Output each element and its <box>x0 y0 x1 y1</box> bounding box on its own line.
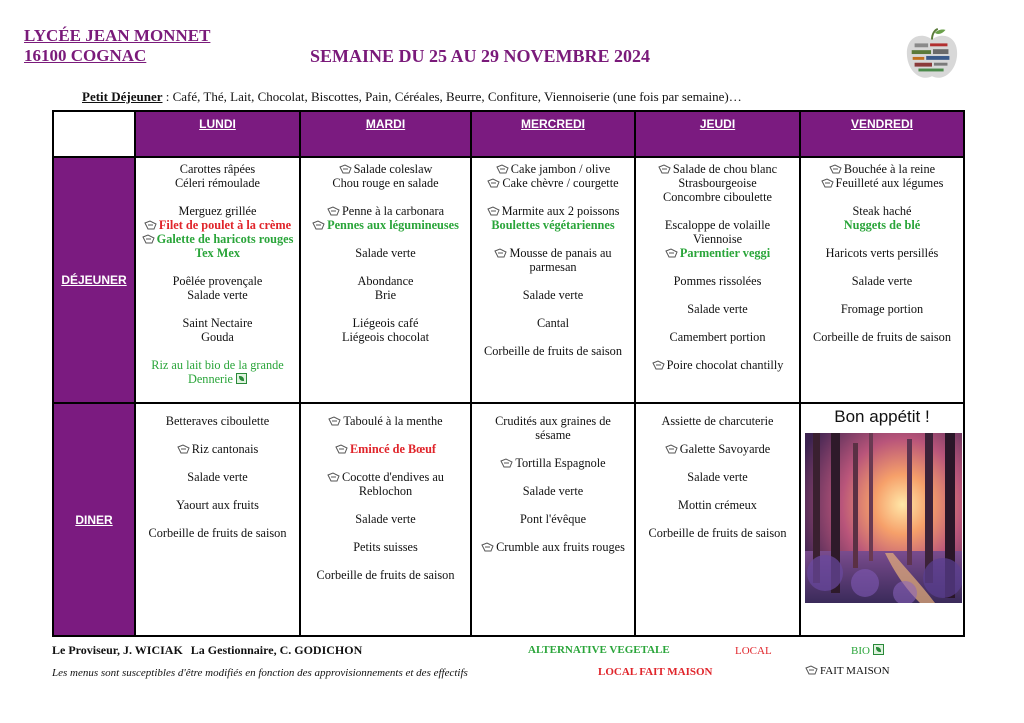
menu-item <box>640 470 795 484</box>
menu-spacer <box>805 288 959 302</box>
fait-maison-icon <box>328 416 341 426</box>
dinner-cell-lundi <box>135 403 300 636</box>
menu-item-text: Riz au lait bio de la grande Dennerie <box>151 358 284 386</box>
menu-spacer <box>305 232 466 246</box>
menu-spacer <box>476 302 630 316</box>
menu-item-text: Carottes râpées <box>179 162 256 176</box>
menu-spacer <box>476 330 630 344</box>
menu-item-text: Cake jambon / olive <box>510 162 611 176</box>
school-header <box>24 26 210 66</box>
menu-spacer <box>140 456 295 470</box>
menu-spacer <box>140 344 295 358</box>
fait-maison-icon <box>339 164 352 174</box>
menu-item-text: Salade verte <box>687 302 748 316</box>
menu-spacer <box>140 302 295 316</box>
menu-item-text: Salade verte <box>687 470 748 484</box>
menu-item-text: Salade verte <box>187 288 248 302</box>
bio-leaf-icon <box>873 644 884 655</box>
menu-item-text: Corbeille de fruits de saison <box>648 526 787 540</box>
menu-item <box>640 330 795 344</box>
menu-spacer <box>805 232 959 246</box>
menu-item <box>140 274 295 288</box>
fait-maison-icon <box>312 220 325 230</box>
legend-alternative-vegetale: ALTERNATIVE VEGETALE <box>528 644 670 656</box>
fait-maison-icon <box>652 360 665 370</box>
menu-spacer <box>476 526 630 540</box>
dinner-cell-mardi <box>300 403 471 636</box>
menu-item <box>305 162 466 176</box>
menu-item-text: Mottin crémeux <box>678 498 757 512</box>
legend-local: LOCAL <box>735 645 772 657</box>
menu-item <box>476 218 630 232</box>
legend-fait-maison <box>805 665 890 677</box>
bon-appetit-text: Bon appétit ! <box>834 407 930 426</box>
menu-spacer <box>305 428 466 442</box>
menu-spacer <box>640 456 795 470</box>
menu-item <box>476 204 630 218</box>
menu-item-text: Bouchée à la reine <box>843 162 936 176</box>
menu-item-text: Feuilleté aux légumes <box>835 176 944 190</box>
menu-item <box>805 330 959 344</box>
menu-item <box>305 442 466 456</box>
fait-maison-icon <box>335 444 348 454</box>
menu-item-text: Crudités aux graines de sésame <box>495 414 611 442</box>
menu-item-text: Céleri rémoulade <box>174 176 260 190</box>
menu-spacer <box>640 484 795 498</box>
fait-maison-icon <box>144 220 157 230</box>
menu-item <box>305 218 466 232</box>
fait-maison-icon <box>658 164 671 174</box>
menu-item <box>476 344 630 358</box>
legend-fait-maison-label: FAIT MAISON <box>820 665 890 677</box>
menu-spacer <box>140 484 295 498</box>
menu-spacer <box>640 428 795 442</box>
menu-item <box>476 288 630 302</box>
menu-item-text: Camembert portion <box>669 330 766 344</box>
menu-spacer <box>476 274 630 288</box>
menu-item-text: Concombre ciboulette <box>663 190 772 204</box>
meal-header-diner: DINER <box>53 403 135 636</box>
menu-spacer <box>640 316 795 330</box>
fait-maison-icon <box>177 444 190 454</box>
lunch-cell-mercredi <box>471 157 635 403</box>
menu-item <box>805 176 959 190</box>
menu-spacer <box>140 260 295 274</box>
fait-maison-icon <box>327 206 340 216</box>
menu-item-text: Salade de chou blanc <box>672 162 778 176</box>
menu-item-text: Pennes aux légumineuses <box>327 218 459 232</box>
menu-spacer <box>805 190 959 204</box>
menu-item-text: Corbeille de fruits de saison <box>148 526 287 540</box>
fait-maison-icon <box>327 472 340 482</box>
day-header-mardi: MARDI <box>300 111 471 157</box>
menu-spacer <box>140 190 295 204</box>
weekly-menu-table <box>52 110 965 637</box>
menu-spacer <box>305 190 466 204</box>
menu-item-text: Emincé de Bœuf <box>349 442 437 456</box>
bio-leaf-icon <box>236 373 247 384</box>
dinner-cell-mercredi <box>471 403 635 636</box>
menu-spacer <box>305 526 466 540</box>
menu-item <box>140 232 295 260</box>
menu-item-text: Mousse de panais au parmesan <box>509 246 612 274</box>
menu-item-text: Salade verte <box>355 512 416 526</box>
fait-maison-icon <box>829 164 842 174</box>
menu-item <box>305 414 466 428</box>
fait-maison-icon <box>487 178 500 188</box>
legend-bio <box>851 644 884 657</box>
fait-maison-icon <box>821 178 834 188</box>
legend-bio-label: BIO <box>851 645 870 657</box>
fait-maison-icon <box>500 458 513 468</box>
menu-item <box>640 246 795 260</box>
day-header-mercredi: MERCREDI <box>471 111 635 157</box>
menu-item-text: Brie <box>374 288 397 302</box>
menu-item <box>140 358 295 386</box>
menu-item <box>476 414 630 442</box>
menu-item-text: Taboulé à la menthe <box>343 414 443 428</box>
menu-item <box>476 176 630 190</box>
menu-item <box>140 498 295 512</box>
menu-item <box>305 274 466 288</box>
menu-item-text: Corbeille de fruits de saison <box>484 344 622 358</box>
menu-item <box>140 414 295 428</box>
dinner-cell-jeudi <box>635 403 800 636</box>
menu-item <box>476 162 630 176</box>
menu-item <box>640 442 795 456</box>
day-header-vendredi: VENDREDI <box>800 111 964 157</box>
menu-item <box>640 176 795 190</box>
menu-item-text: Cocotte d'endives au Reblochon <box>342 470 444 498</box>
menu-item-text: Strasbourgeoise <box>678 176 757 190</box>
menu-item-text: Pommes rissolées <box>673 274 762 288</box>
word-cloud-apple-logo <box>903 26 961 84</box>
menu-spacer <box>805 316 959 330</box>
menu-item-text: Yaourt aux fruits <box>176 498 259 512</box>
menu-item-text: Salade verte <box>187 470 248 484</box>
menu-item-text: Galette Savoyarde <box>679 442 771 456</box>
menu-item <box>305 288 466 302</box>
menu-spacer <box>476 470 630 484</box>
menu-item-text: Salade coleslaw <box>353 162 433 176</box>
menu-item-text: Chou rouge en salade <box>332 176 439 190</box>
menu-item <box>640 526 795 540</box>
menu-item <box>640 190 795 204</box>
menu-spacer <box>476 498 630 512</box>
school-city: 16100 COGNAC <box>24 46 147 65</box>
corner-cell <box>53 111 135 157</box>
menu-item <box>640 414 795 428</box>
menu-item-text: Liégeois chocolat <box>341 330 430 344</box>
menu-item-text: Galette de haricots rouges Tex Mex <box>156 232 294 260</box>
menu-item-text: Gouda <box>201 330 234 344</box>
menu-item <box>140 330 295 344</box>
menu-item-text: Saint Nectaire <box>182 316 253 330</box>
menu-item-text: Tortilla Espagnole <box>515 456 606 470</box>
breakfast-label: Petit Déjeuner <box>82 89 163 104</box>
menu-item <box>305 316 466 330</box>
footer-signatures <box>52 643 370 658</box>
menu-item-text: Poêlée provençale <box>172 274 263 288</box>
menu-spacer <box>305 554 466 568</box>
menu-item <box>305 176 466 190</box>
lunch-cell-vendredi <box>800 157 964 403</box>
fait-maison-icon <box>481 542 494 552</box>
menu-spacer <box>140 512 295 526</box>
day-header-lundi: LUNDI <box>135 111 300 157</box>
menu-item-text: Steak haché <box>852 204 912 218</box>
menu-item <box>805 218 959 232</box>
menu-item <box>640 162 795 176</box>
menu-item-text: Cake chèvre / courgette <box>502 176 619 190</box>
menu-item-text: Corbeille de fruits de saison <box>316 568 455 582</box>
chef-hat-icon <box>805 665 818 675</box>
menu-item <box>805 246 959 260</box>
legend-local-fait-maison: LOCAL FAIT MAISON <box>598 666 713 678</box>
menu-spacer <box>640 260 795 274</box>
dinner-cell-vendredi <box>800 403 964 636</box>
menu-item-text: Crumble aux fruits rouges <box>496 540 625 554</box>
fait-maison-icon <box>665 444 678 454</box>
lunch-cell-lundi <box>135 157 300 403</box>
fait-maison-icon <box>142 234 155 244</box>
menu-item-text: Escaloppe de volaille Viennoise <box>664 218 771 246</box>
menu-item-text: Cantal <box>536 316 570 330</box>
lunch-cell-jeudi <box>635 157 800 403</box>
breakfast-items: : Café, Thé, Lait, Chocolat, Biscottes, Pain, Céréales, Beurre, Confiture, Viennoiserie (une fois par semaine)… <box>162 89 742 104</box>
menu-item-text: Pont l'évêque <box>519 512 587 526</box>
forest-illustration <box>805 433 962 603</box>
menu-item <box>140 204 295 218</box>
menu-item <box>476 316 630 330</box>
menu-item <box>640 498 795 512</box>
menu-item-text: Riz cantonais <box>191 442 259 456</box>
menu-item <box>305 246 466 260</box>
menu-item-text: Corbeille de fruits de saison <box>813 330 951 344</box>
menu-item <box>640 358 795 372</box>
menu-item-text: Fromage portion <box>840 302 924 316</box>
menu-item-text: Petits suisses <box>353 540 418 554</box>
menu-item-text: Boulettes végétariennes <box>491 218 615 232</box>
menu-item-text: Haricots verts persillés <box>825 246 939 260</box>
menu-item <box>305 512 466 526</box>
fait-maison-icon <box>487 206 500 216</box>
menu-spacer <box>476 190 630 204</box>
menu-item-text: Betteraves ciboulette <box>165 414 270 428</box>
menu-item <box>140 316 295 330</box>
menu-item-text: Abondance <box>357 274 414 288</box>
menu-item <box>476 246 630 274</box>
menu-item <box>476 484 630 498</box>
fait-maison-icon <box>496 164 509 174</box>
menu-item <box>305 470 466 498</box>
menu-spacer <box>640 512 795 526</box>
menu-item-text: Liégeois café <box>352 316 419 330</box>
menu-spacer <box>305 456 466 470</box>
menu-item-text: Penne à la carbonara <box>341 204 445 218</box>
menu-item <box>805 274 959 288</box>
footer-disclaimer: Les menus sont susceptibles d'être modifiés en fonction des approvisionnements et des effectifs <box>52 667 468 679</box>
menu-item-text: Marmite aux 2 poissons <box>501 204 620 218</box>
menu-spacer <box>305 302 466 316</box>
menu-spacer <box>305 260 466 274</box>
lunch-cell-mardi <box>300 157 471 403</box>
menu-item <box>305 540 466 554</box>
menu-item <box>140 288 295 302</box>
menu-item-text: Salade verte <box>851 274 913 288</box>
menu-spacer <box>476 442 630 456</box>
day-header-jeudi: JEUDI <box>635 111 800 157</box>
menu-spacer <box>640 288 795 302</box>
menu-item <box>305 330 466 344</box>
menu-spacer <box>805 260 959 274</box>
menu-item <box>640 302 795 316</box>
menu-item <box>305 204 466 218</box>
menu-item-text: Poire chocolat chantilly <box>666 358 784 372</box>
menu-spacer <box>476 232 630 246</box>
menu-item <box>476 456 630 470</box>
proviseur-signature: Le Proviseur, J. WICIAK <box>52 643 183 657</box>
menu-item <box>805 162 959 176</box>
menu-item <box>140 218 295 232</box>
menu-item <box>476 540 630 554</box>
menu-item-text: Nuggets de blé <box>843 218 921 232</box>
menu-item-text: Merguez grillée <box>178 204 257 218</box>
fait-maison-icon <box>494 248 507 258</box>
menu-item <box>140 162 295 176</box>
meal-header-dejeuner: DÉJEUNER <box>53 157 135 403</box>
menu-item-text: Salade verte <box>522 484 584 498</box>
week-title: SEMAINE DU 25 AU 29 NOVEMBRE 2024 <box>310 46 651 66</box>
menu-item <box>805 204 959 218</box>
breakfast-line <box>82 89 742 105</box>
menu-spacer <box>305 498 466 512</box>
menu-item <box>140 442 295 456</box>
menu-item-text: Salade verte <box>522 288 584 302</box>
menu-item <box>805 302 959 316</box>
menu-spacer <box>640 204 795 218</box>
menu-item-text: Parmentier veggi <box>679 246 771 260</box>
menu-item <box>140 470 295 484</box>
menu-spacer <box>140 428 295 442</box>
menu-item <box>640 274 795 288</box>
menu-item-text: Salade verte <box>355 246 416 260</box>
fait-maison-icon <box>665 248 678 258</box>
menu-item <box>140 176 295 190</box>
menu-spacer <box>640 344 795 358</box>
menu-item-text: Filet de poulet à la crème <box>158 218 292 232</box>
menu-item-text: Assiette de charcuterie <box>661 414 774 428</box>
school-name: LYCÉE JEAN MONNET <box>24 26 211 45</box>
menu-item <box>476 512 630 526</box>
menu-item <box>140 526 295 540</box>
menu-item <box>640 218 795 246</box>
menu-item <box>305 568 466 582</box>
gestionnaire-signature: La Gestionnaire, C. GODICHON <box>190 643 363 657</box>
